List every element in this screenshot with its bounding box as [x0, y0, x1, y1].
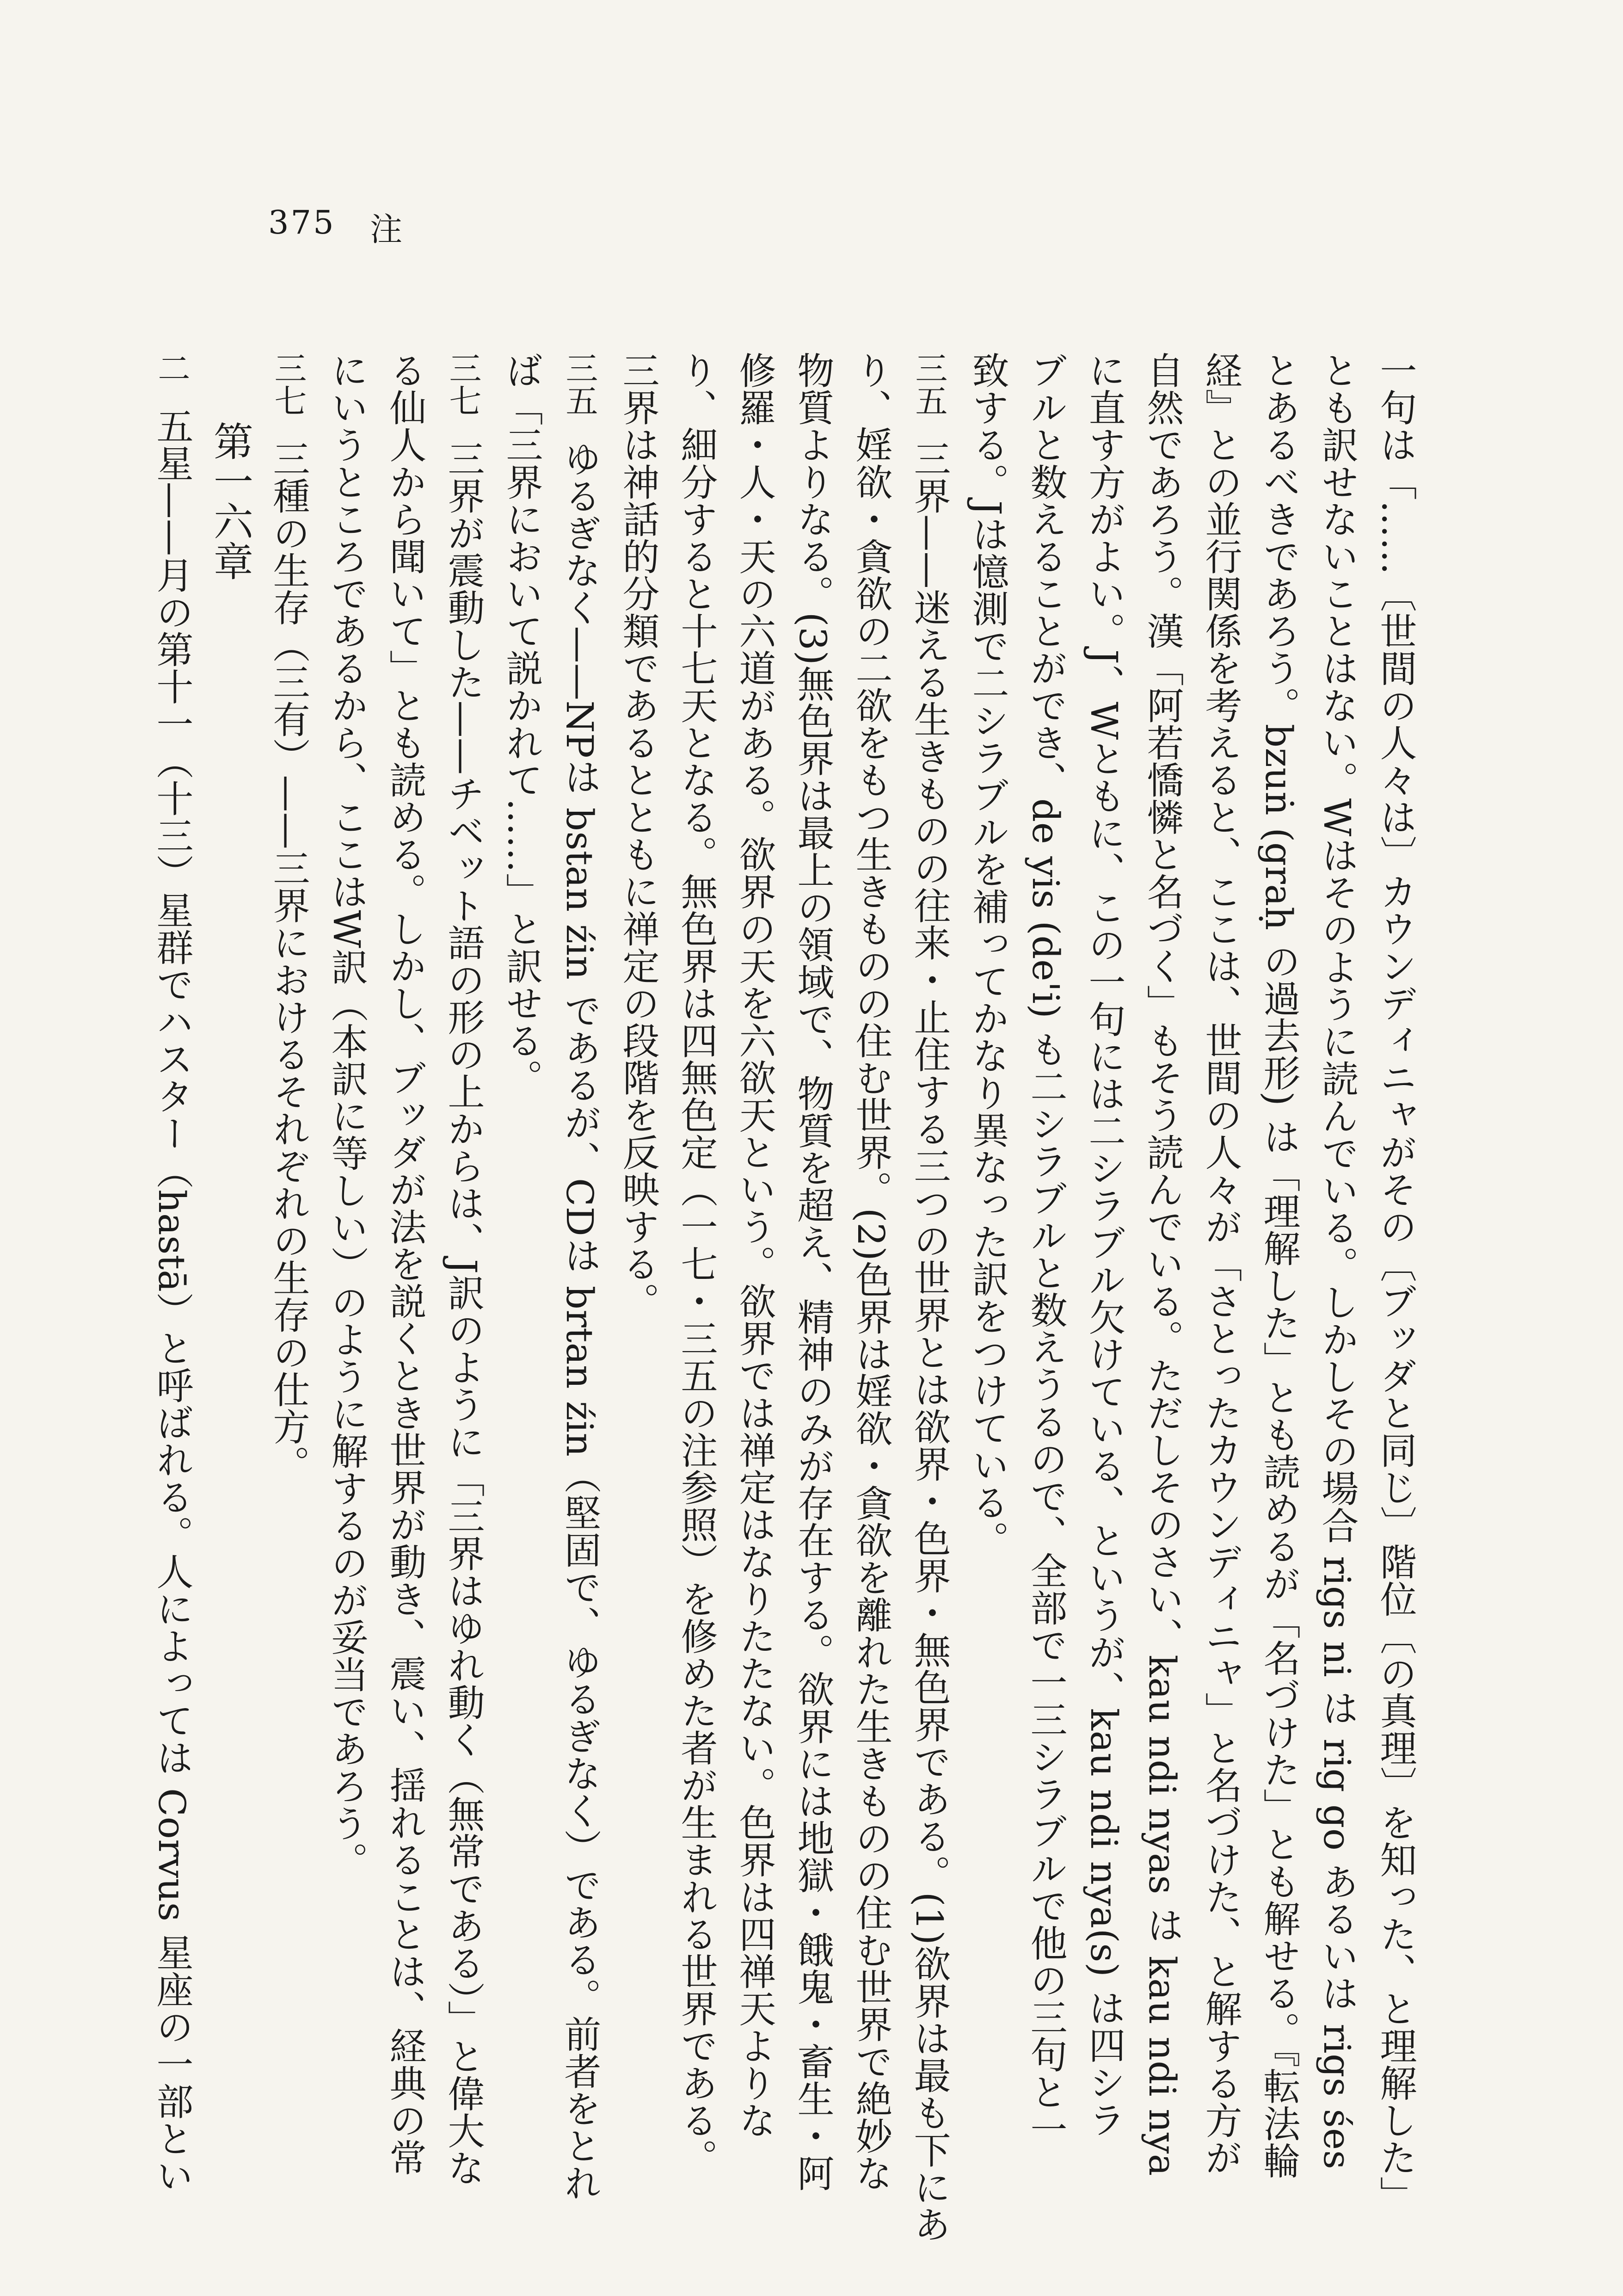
chapter-heading	[201, 352, 259, 2109]
text-column	[609, 352, 667, 2109]
column-text: 自然であろう。漢「阿若憍憐と名づく」もそう読んでいる。ただしそのさい、kau ndi nyas は kau ndi nya	[1141, 352, 1184, 2176]
text-column	[550, 352, 609, 2202]
column-text: 三界が震動した——チベット語の形の上からは、J訳のように「三界はゆれ動く（無常である）」と偉大な	[442, 440, 485, 2187]
text-column	[1075, 352, 1133, 2138]
page-number: 375	[268, 204, 336, 241]
text-column	[1016, 352, 1075, 2148]
column-text: ゆるぎなく——NPは bstan źin であるが、CDは brtan źin（堅固で、ゆるぎなく）である。前者をとれ	[558, 440, 601, 2202]
text-column	[667, 352, 725, 2176]
column-text: り、細分すると十七天となる。無色界は四無色定（一七・三五の注参照）を修めた者が生まれる世界である。	[675, 352, 718, 2176]
column-text: ブルと数えることができ、de yis (de'i) も二シラブルと数えうるので、全部で一三シラブルで他の三句と一	[1024, 352, 1067, 2148]
column-text: 物質よりなる。(3)無色界は最上の領域で、物質を超え、精神のみが存在する。欲界には地獄・餓鬼・畜生・阿	[791, 352, 834, 2192]
note-number: 三七	[269, 352, 307, 417]
text-column	[1191, 352, 1249, 2176]
column-text: 三界は神話的分類であるとともに禅定の段階を反映する。	[616, 352, 659, 1320]
column-text: 五星——月の第十一（十三）星群でハスター（hastā）と呼ばれる。人によっては Corvus 星座の一部とい	[150, 407, 193, 2194]
column-text: 三種の生存（三有）——三界におけるそれぞれの生存の仕方。	[267, 440, 310, 1482]
column-text: 三界——迷える生きものの往来・止住する三つの世界とは欲界・色界・無色界である。(1)欲界は最も下にあ	[908, 440, 951, 2243]
text-column	[1308, 352, 1366, 2170]
text-column	[317, 352, 375, 2109]
column-text: とも訳せないことはない。Wはそのように読んでいる。しかしその場合 rigs ni は rig go あるいは rigs śes	[1316, 352, 1359, 2170]
text-column	[725, 352, 783, 2139]
column-text: ば「三界において説かれて……」と訳せる。	[500, 352, 543, 1096]
column-text: 致する。Jは憶測で二シラブルを補ってかなり異なった訳をつけている。	[966, 352, 1009, 1558]
column-text: る仙人から聞いて」とも読める。しかし、ブッダが法を説くとき世界が動き、震い、揺れることは、経典の常	[383, 352, 426, 2176]
column-text: 第一六章	[207, 421, 253, 581]
column-text: り、婬欲・貪欲の二欲をもつ生きものの住む世界。(2)色界は婬欲・貪欲を離れた生きものの住む世界で絶妙な	[849, 352, 892, 2192]
text-column	[783, 352, 842, 2192]
note-number: 三五	[560, 352, 598, 417]
column-text: 修羅・人・天の六道がある。欲界の天を六欲天という。欲界では禅定はなりたたない。色界は四禅天よりな	[733, 352, 776, 2139]
note-number: 三五	[910, 352, 948, 417]
text-column	[434, 352, 492, 2187]
vertical-text-body	[150, 352, 1424, 2243]
text-column	[259, 352, 317, 2109]
text-column	[1133, 352, 1191, 2176]
column-text: にいうところであるから、ここはW訳（本訳に等しい）のように解するのが妥当であろう。	[325, 352, 368, 1879]
text-column	[142, 352, 201, 2194]
text-column	[1249, 352, 1308, 2179]
column-text: とあるべきであろう。bzuṅ (graḥ の過去形) は「理解した」とも読めるが「名づけた」とも解せる。『転法輪	[1257, 352, 1300, 2179]
note-number: 二	[153, 352, 191, 384]
text-column	[375, 352, 434, 2176]
page-section-title: 注	[370, 210, 402, 248]
text-column	[900, 352, 958, 2243]
note-number: 三七	[444, 352, 482, 417]
text-column	[958, 352, 1016, 2109]
column-text: に直す方がよい。J、Wともに、この一句には二シラブル欠けている、というが、kau ndi nya(s) は四シラ	[1082, 352, 1125, 2138]
text-column	[492, 352, 550, 2109]
column-text: 一句は「……〔世間の人々は〕カウンディニャがその〔ブッダと同じ〕階位〔の真理〕を知った、と理解した」	[1374, 352, 1417, 2213]
text-column	[842, 352, 900, 2192]
text-column	[1366, 352, 1424, 2213]
column-text: 経』との並行関係を考えると、ここは、世間の人々が「さとったカウンディニャ」と名づけた、と解する方が	[1199, 352, 1242, 2176]
